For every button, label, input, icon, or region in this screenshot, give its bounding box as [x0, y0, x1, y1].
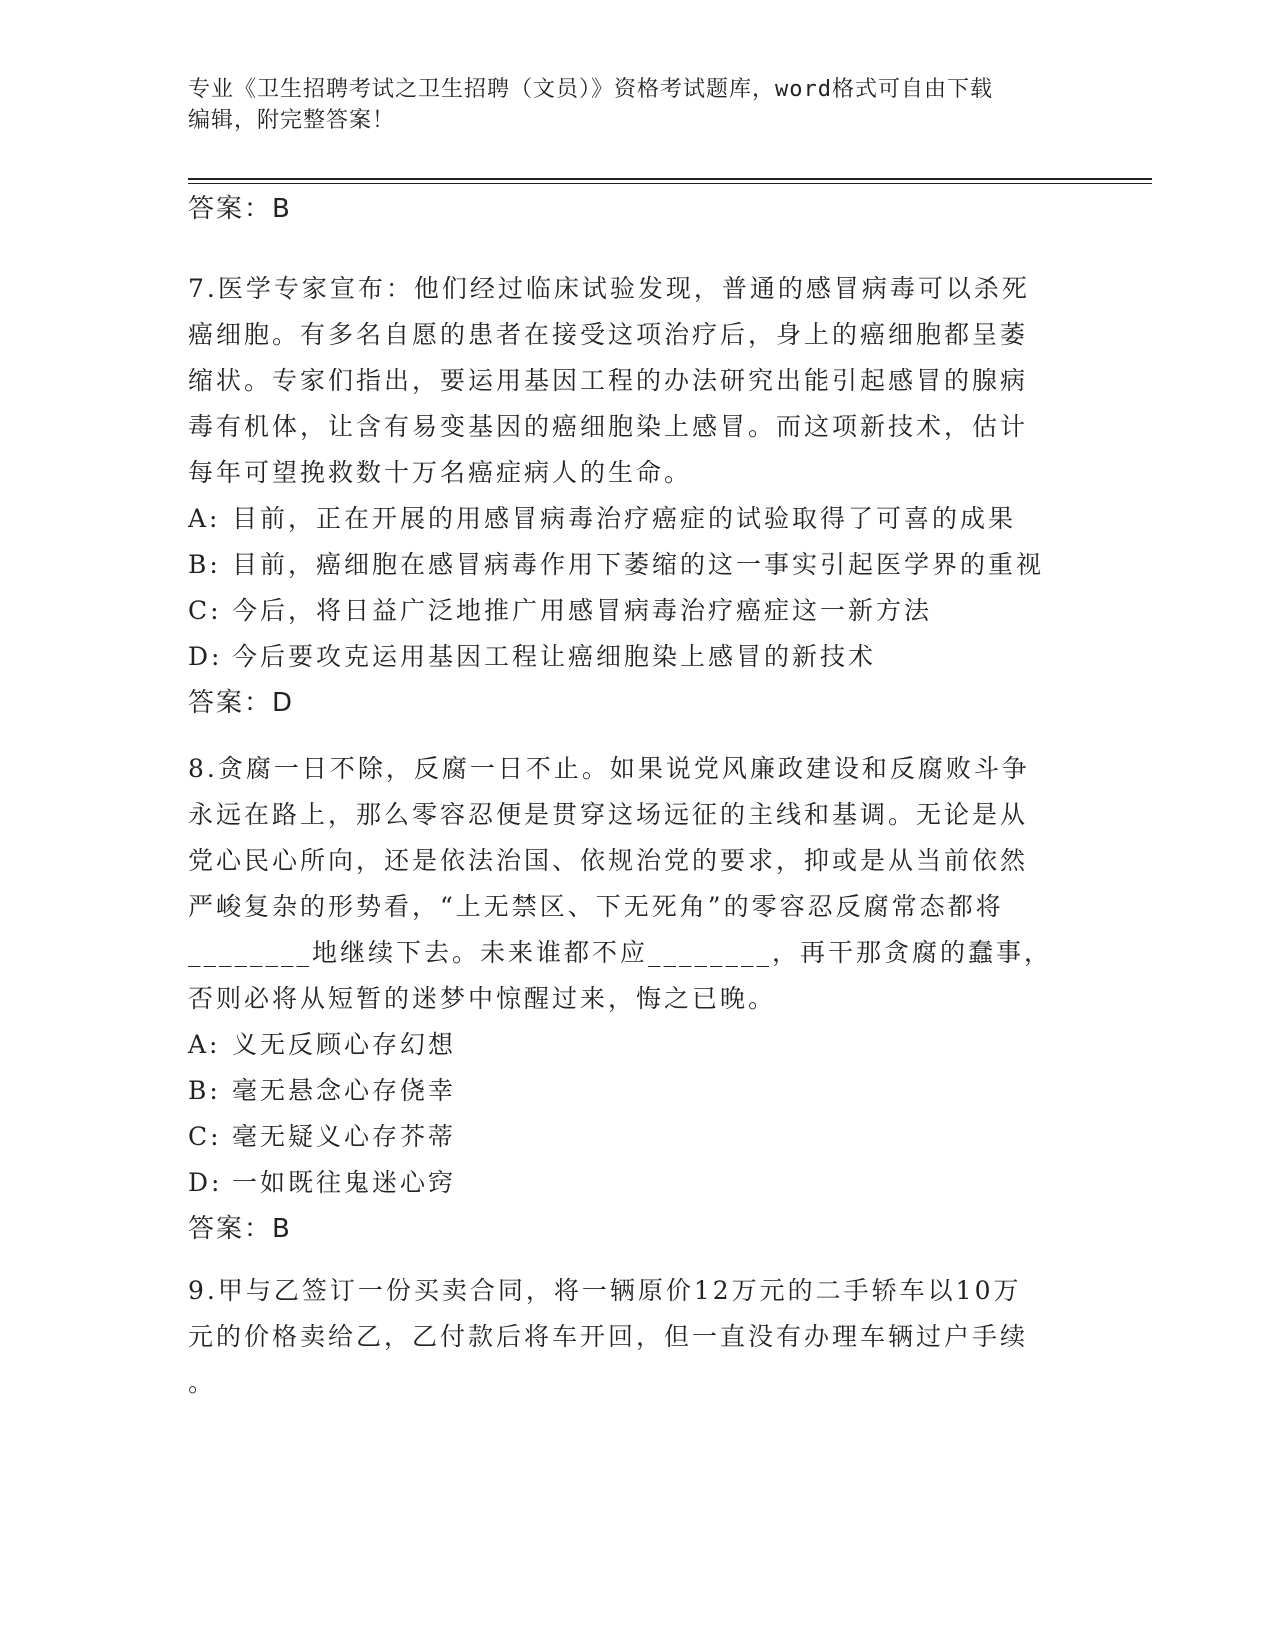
option-letter: C:	[188, 596, 222, 625]
question-7-line: 缩状。专家们指出，要运用基因工程的办法研究出能引起感冒的腺病	[188, 366, 1029, 395]
option-letter: A:	[188, 1030, 221, 1059]
option-letter: C:	[188, 1122, 222, 1151]
question-8-option-d	[188, 1160, 1088, 1206]
option-text: 目前，正在开展的用感冒病毒治疗癌症的试验取得了可喜的成果	[232, 504, 1017, 533]
question-9	[188, 1268, 1088, 1406]
question-8-option-a	[188, 1022, 1088, 1068]
question-8-line: 8.贪腐一日不除，反腐一日不止。如果说党风廉政建设和反腐败斗争	[188, 754, 1030, 783]
option-letter: A:	[188, 504, 221, 533]
header-divider-thick	[188, 178, 1152, 180]
question-9-line: 9.甲与乙签订一份买卖合同，将一辆原价12万元的二手轿车以10万	[188, 1276, 1022, 1305]
option-letter: B:	[188, 550, 221, 579]
option-text: 一如既往鬼迷心窍	[232, 1168, 457, 1197]
question-9-line: 元的价格卖给乙，乙付款后将车开回，但一直没有办理车辆过户手续	[188, 1322, 1029, 1351]
option-letter: D:	[188, 1168, 223, 1197]
option-letter: B:	[188, 1076, 221, 1105]
question-7-option-c	[188, 588, 1088, 634]
header-line-1: 专业《卫生招聘考试之卫生招聘（文员）》资格考试题库，word格式可自由下载	[188, 77, 993, 102]
option-text: 毫无疑义心存芥蒂	[232, 1122, 457, 1151]
answer-previous: 答案：B	[188, 194, 292, 224]
question-8-line: 党心民心所向，还是依法治国、依规治党的要求，抑或是从当前依然	[188, 846, 1029, 875]
question-7-option-a	[188, 496, 1088, 542]
option-letter: D:	[188, 642, 223, 671]
question-8-option-c	[188, 1114, 1088, 1160]
question-9-line: 。	[188, 1368, 217, 1397]
option-text: 今后要攻克运用基因工程让癌细胞染上感冒的新技术	[232, 642, 877, 671]
option-text: 义无反顾心存幻想	[232, 1030, 457, 1059]
header-line-2: 编辑，附完整答案！	[188, 108, 396, 133]
option-text: 目前，癌细胞在感冒病毒作用下萎缩的这一事实引起医学界的重视	[232, 550, 1045, 579]
question-7-option-b	[188, 542, 1088, 588]
question-8-line: 永远在路上，那么零容忍便是贯穿这场远征的主线和基调。无论是从	[188, 800, 1029, 829]
option-text: 毫无悬念心存侥幸	[232, 1076, 457, 1105]
question-8-option-b	[188, 1068, 1088, 1114]
question-8-line: 否则必将从短暂的迷梦中惊醒过来，悔之已晚。	[188, 984, 777, 1013]
question-7-line: 毒有机体，让含有易变基因的癌细胞染上感冒。而这项新技术，估计	[188, 412, 1029, 441]
option-text: 今后，将日益广泛地推广用感冒病毒治疗癌症这一新方法	[232, 596, 933, 625]
question-8-line: ________地继续下去。未来谁都不应________，再干那贪腐的蠢事，	[188, 938, 1053, 967]
question-7	[188, 266, 1088, 726]
header-divider-thin	[188, 183, 1152, 184]
question-7-answer: 答案：D	[188, 688, 295, 718]
question-7-line: 癌细胞。有多名自愿的患者在接受这项治疗后，身上的癌细胞都呈萎	[188, 320, 1029, 349]
question-7-option-d	[188, 634, 1088, 680]
question-7-line: 每年可望挽救数十万名癌症病人的生命。	[188, 458, 693, 487]
question-8-answer: 答案：B	[188, 1214, 292, 1244]
question-8	[188, 746, 1088, 1252]
document-header	[188, 74, 1068, 136]
question-8-line: 严峻复杂的形势看，“上无禁区、下无死角”的零容忍反腐常态都将	[188, 892, 1004, 921]
question-7-line: 7.医学专家宣布：他们经过临床试验发现，普通的感冒病毒可以杀死	[188, 274, 1030, 303]
